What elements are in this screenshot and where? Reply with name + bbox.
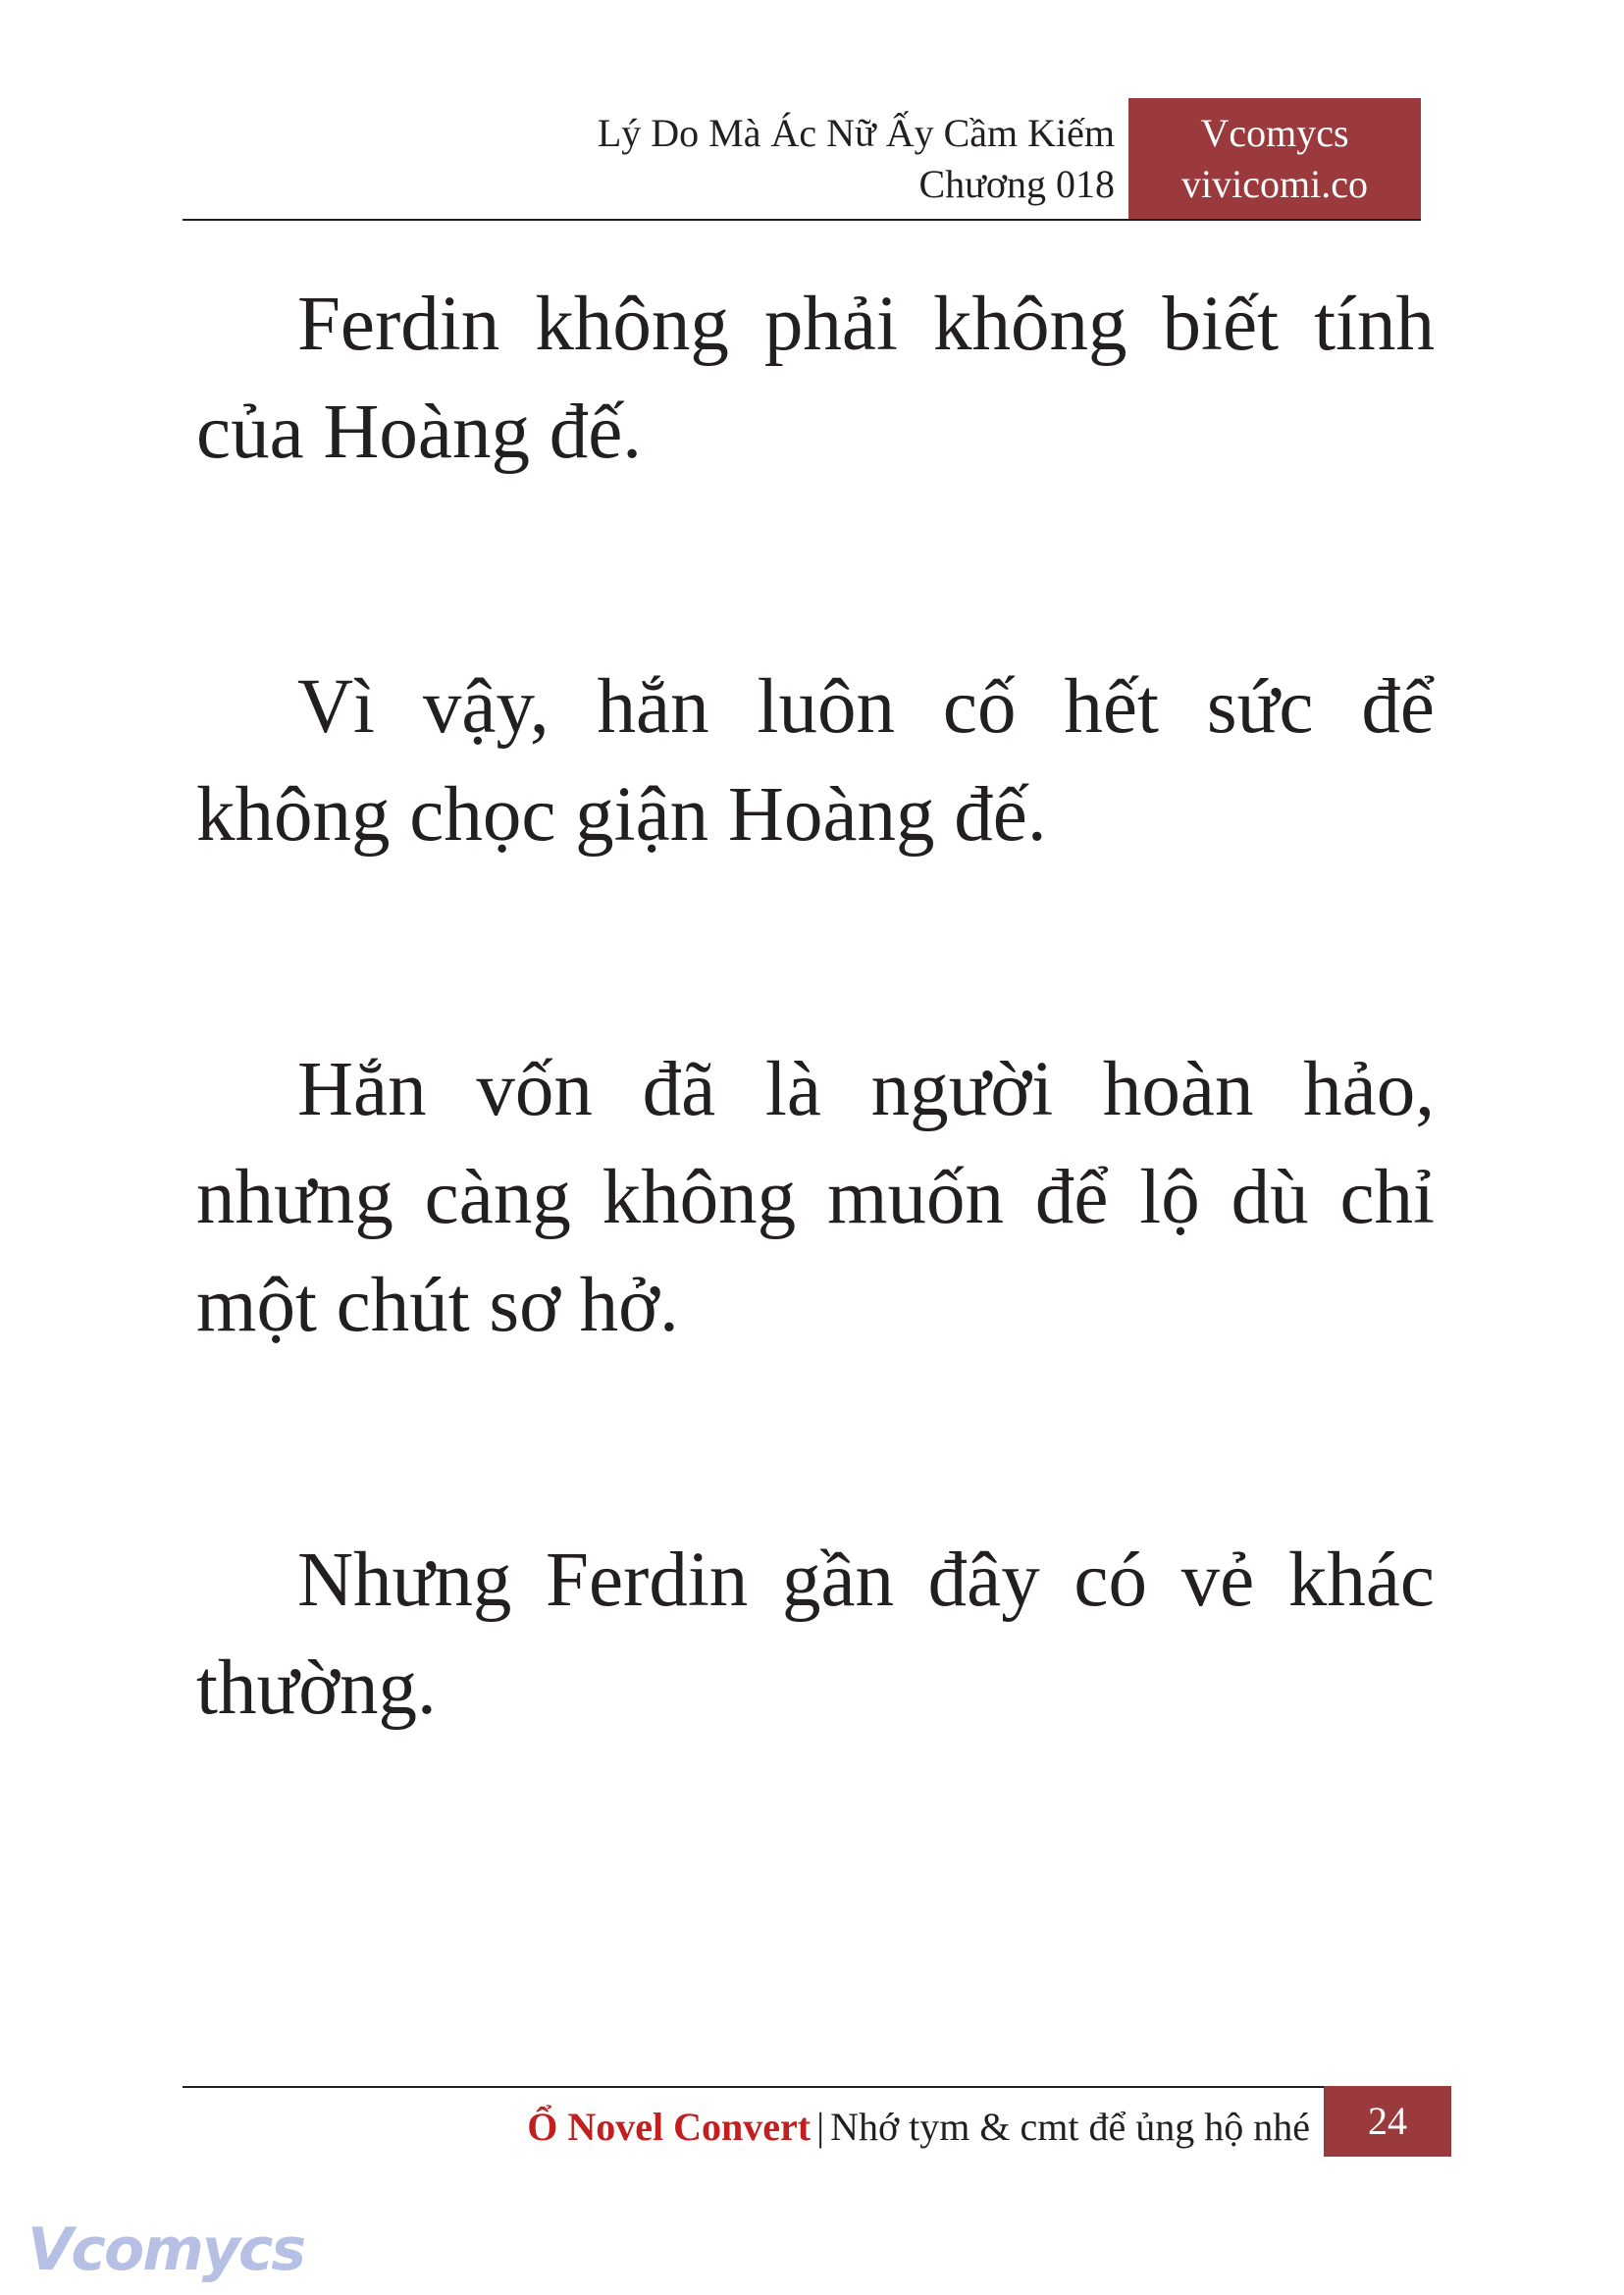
badge-site-name: Vcomycs	[1200, 111, 1349, 155]
page-header	[598, 108, 1115, 210]
chapter-label: Chương 018	[918, 162, 1115, 206]
badge-site-url: vivicomi.co	[1181, 162, 1368, 206]
footer-brand: Ổ Novel Convert	[527, 2105, 812, 2149]
page-footer	[527, 2100, 1310, 2155]
page-body	[196, 271, 1435, 1909]
paragraph: Hắn vốn đã là người hoàn hảo, nhưng càng không muốn để lộ dù chỉ một chút sơ hở.	[196, 1047, 1435, 1348]
header-divider	[183, 219, 1421, 221]
footer-message: Nhớ tym & cmt để ủng hộ nhé	[830, 2105, 1310, 2149]
paragraph: Ferdin không phải không biết tính của Hoàng đế.	[196, 282, 1435, 475]
footer-divider	[183, 2086, 1324, 2088]
header-badge	[1128, 98, 1421, 220]
footer-separator: |	[816, 2105, 825, 2149]
paragraph: Nhưng Ferdin gần đây có vẻ khác thường.	[196, 1538, 1435, 1731]
paragraph: Vì vậy, hắn luôn cố hết sức để không chọc giận Hoàng đế.	[196, 664, 1435, 858]
watermark-logo: Vcomycs	[27, 2216, 305, 2284]
book-title: Lý Do Mà Ác Nữ Ấy Cầm Kiếm	[597, 111, 1115, 155]
page-number: 24	[1324, 2086, 1451, 2157]
